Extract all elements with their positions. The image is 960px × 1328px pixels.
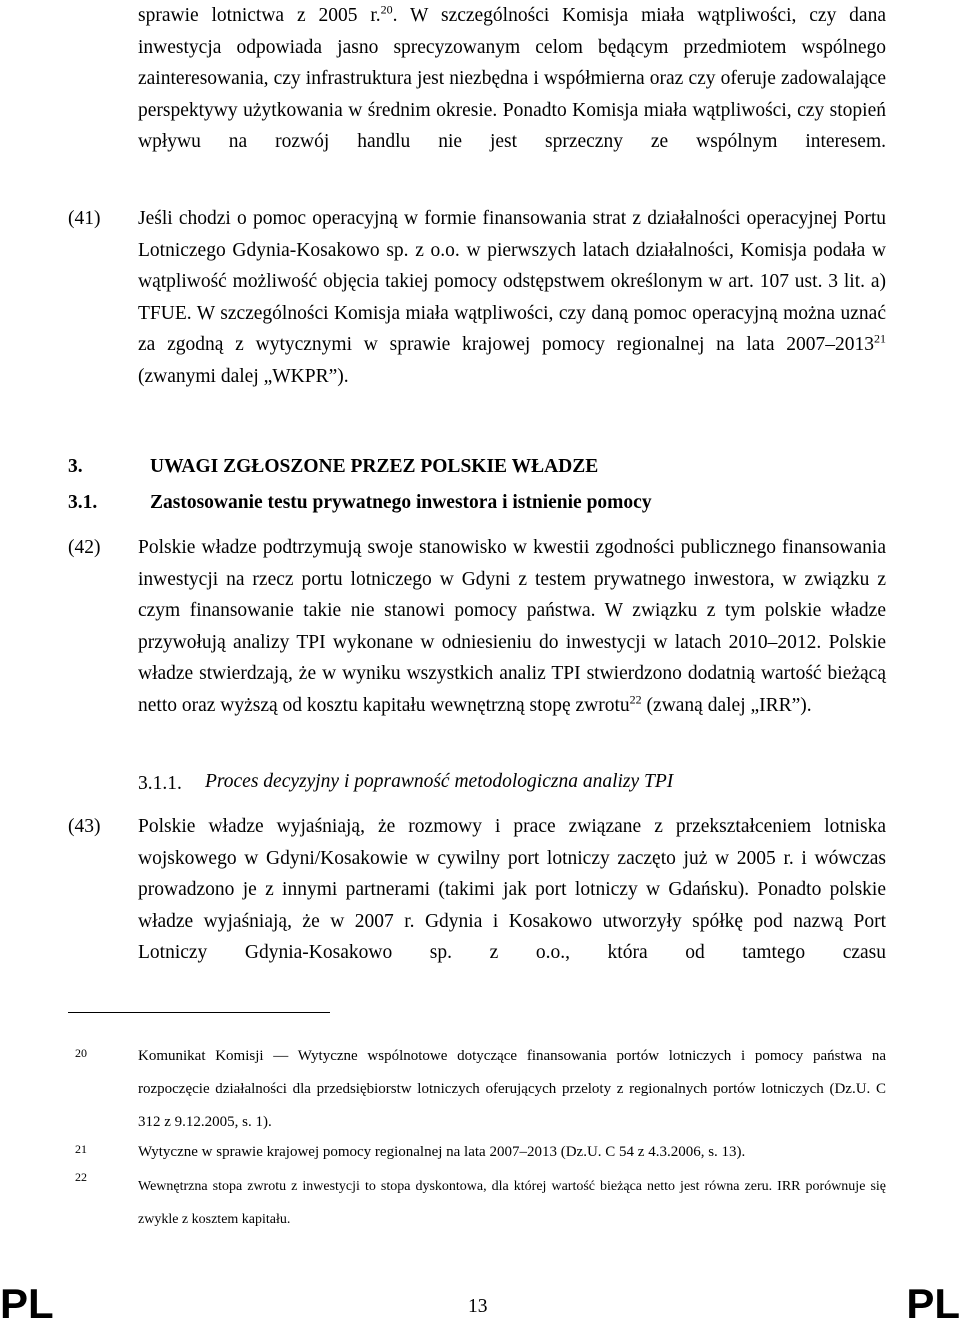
- section-3-1-number: 3.1.: [68, 492, 98, 513]
- footnote-ref-20[interactable]: 20: [380, 2, 393, 17]
- footnote-ref-22[interactable]: 22: [629, 692, 642, 706]
- footnote-20: Komunikat Komisji — Wytyczne wspólnotowe dotyczące finansowania portów lotniczych i pomocy państwa na rozpoczęcie działalności dla przedsiębiorstw lotniczych oferujących przeloty z regionalnych portów lotniczych (Dz.U. C 312 z 9.12.2005, s. 1).: [138, 1048, 886, 1130]
- footnote-number-22: 22: [75, 1170, 87, 1184]
- paragraph-number-41: (41): [68, 208, 101, 229]
- section-3-1-title: Zastosowanie testu prywatnego inwestora i istnienie pomocy: [150, 492, 652, 513]
- section-3-1-1-title: Proces decyzyjny i poprawność metodologiczna analizy TPI: [205, 771, 674, 792]
- paragraph-43: Polskie władze wyjaśniają, że rozmowy i prace związane z przekształceniem lotniska wojskowego w Gdyni/Kosakowie w cywilny port lotniczy zaczęto już w 2005 r. i wówczas prowadzono je z innymi partnerami (takimi jak port lotniczy w Gdańsku). Ponadto polskie władze wyjaśniają, że w 2007 r. Gdynia i Kosakowo utworzyły spółkę pod nazwą Port Lotniczy Gdynia-Kosakowo sp. z o.o., która od tamtego czasu: [138, 816, 886, 963]
- footer-language-right: PL: [906, 1280, 960, 1327]
- section-3-1-1-number: 3.1.1.: [138, 773, 182, 794]
- paragraph-41-text-end: (zwanymi dalej „WKPR”).: [138, 365, 349, 387]
- paragraph-41-text: Jeśli chodzi o pomoc operacyjną w formie finansowania strat z działalności operacyjnej Portu Lotniczego Gdynia-Kosakowo sp. z o.o. w pierwszych latach działalności, Komisja podała w wątpliwość możliwość objęcia takiej pomocy odstępstwem określonym w art. 107 ust. 3 lit. a) TFUE. W szczególności Komisja miała wątpliwości, czy daną pomoc operacyjną można uznać za zgodną z wytycznymi w sprawie krajowej pomocy regionalnej na lata 2007–2013: [138, 208, 886, 355]
- paragraph-42: [138, 532, 886, 721]
- paragraph-42-text: Polskie władze podtrzymują swoje stanowisko w kwestii zgodności publicznego finansowania inwestycji na rzecz portu lotniczego w Gdyni z testem prywatnego inwestora, w związku z czym finansowanie takie nie stanowi pomocy państwa. W związku z tym polskie władze przywołują analizy TPI wykonane w odniesieniu do inwestycji w latach 2010–2012. Polskie władze stwierdzają, że w wyniku wszystkich analiz TPI stwierdzono dodatnią wartość bieżącą netto oraz wyższą od kosztu kapitału wewnętrzną stopę zwrotu: [138, 537, 886, 716]
- footnote-ref-21[interactable]: 21: [874, 331, 886, 346]
- footnote-separator: [68, 1012, 330, 1013]
- paragraph-number-42: (42): [68, 537, 101, 558]
- footer-language-left: PL: [0, 1280, 54, 1327]
- paragraph-text: . W szczególności Komisja miała wątpliwości, czy dana inwestycja odpowiada jasno sprecyzowanym celom będącym przedmiotem wspólnego zainteresowania, czy infrastruktura jest niezbędna i współmierna oraz czy oferuje zadowalające perspektywy użytkowania w średnim okresie. Ponadto Komisja miała wątpliwości, czy stopień wpływu na rozwój handlu nie jest sprzeczny ze wspólnym interesem.: [138, 5, 886, 152]
- paragraph-42-text-end: (zwaną dalej „IRR”).: [641, 694, 812, 716]
- footnote-22: Wewnętrzna stopa zwrotu z inwestycji to stopa dyskontowa, dla której wartość bieżąca netto jest równa zeru. IRR porównuje się zwykle z kosztem kapitału.: [138, 1179, 886, 1227]
- footnote-21: Wytyczne w sprawie krajowej pomocy regionalnej na lata 2007–2013 (Dz.U. C 54 z 4.3.2006, s. 13).: [138, 1144, 746, 1160]
- footnote-number-20: 20: [75, 1046, 87, 1060]
- page-number: 13: [468, 1296, 488, 1317]
- paragraph-lead: sprawie lotnictwa z 2005 r.: [138, 5, 381, 26]
- continuation-paragraph: [138, 0, 886, 190]
- paragraph-number-43: (43): [68, 816, 101, 837]
- section-3-number: 3.: [68, 456, 83, 477]
- section-3-title: UWAGI ZGŁOSZONE PRZEZ POLSKIE WŁADZE: [150, 456, 599, 477]
- paragraph-41: [138, 203, 886, 392]
- footnote-number-21: 21: [75, 1142, 87, 1156]
